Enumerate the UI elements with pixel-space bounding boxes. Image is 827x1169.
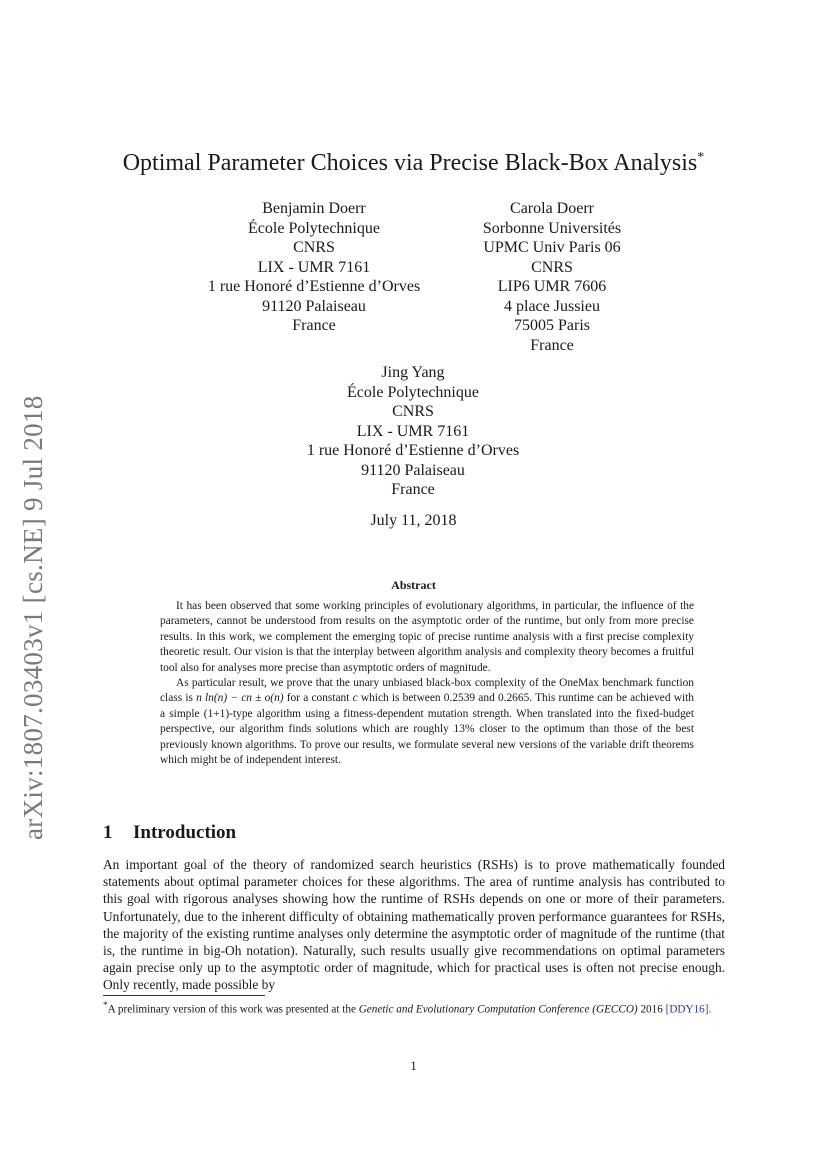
page-number: 1 — [410, 1058, 417, 1073]
abstract-paragraph: It has been observed that some working principles of evolutionary algorithms, in particular, the influence of the parameters, cannot be understood from results on the asymptotic order of the runtime, but only from more precise results. In this work, we complement the emerging topic of precise runtime analysis with a first precise complexity theoretic result. Our vision is that the interplay between algorithm analysis and complexity theory becomes a fruitful tool also for analyses more precise than asymptotic orders of magnitude. — [160, 600, 694, 674]
author-address: 1 rue Honoré d’Estienne d’Orves — [207, 278, 421, 295]
footnote-end: . — [708, 1003, 712, 1016]
author-affiliation: LIX - UMR 7161 — [257, 258, 371, 276]
author-name: Jing Yang — [381, 364, 445, 381]
author-affiliation: CNRS — [293, 239, 335, 256]
author-country: France — [292, 317, 336, 334]
author-name: Benjamin Doerr — [262, 200, 366, 217]
section-heading-introduction — [103, 822, 236, 844]
introduction-paragraph: An important goal of the theory of randomized search heuristics (RSHs) is to prove mathematically founded statements about optimal parameter choices for these algorithms. The area of runtime analysis has contributed to this goal with rigorous analyses showing how the runtime of RSHs depends on one or more of their parameters. Unfortunately, due to the inherent difficulty of obtaining mathematically proven performance guarantees for RSHs, the majority of the existing runtime analyses only determine the asymptotic order of magnitude of the runtime (that is, the runtime in big-Oh notation). Naturally, such results usually give recommendations on optimal parameters again precise only up to the asymptotic order of magnitude, which for practical uses is often not precise enough. Only recently, made possible by — [103, 857, 725, 993]
author-affiliation: Sorbonne Universités — [482, 219, 622, 237]
abstract-text: which is between 0.2539 and 0.2665. This runtime can be achieved with a simple (1+1)-type algorithm using a fitness-dependent mutation strength. When translated into the fixed-budget perspective, our algorithm finds solutions which are roughly 13% closer to the optimum than those of the best previously known algorithms. To prove our results, we formulate several new versions of the variable drift theorems which might be of independent interest. — [160, 692, 694, 767]
author-affiliation: École Polytechnique — [248, 219, 380, 237]
footnote-year: 2016 — [637, 1003, 666, 1016]
abstract-text: As particular result, we prove that the unary unbiased black-box complexity of the OneMax benchmark function class is — [160, 677, 694, 705]
complexity-formula: n ln(n) − cn ± o(n) — [196, 692, 284, 705]
author-address: 4 place Jussieu — [504, 297, 600, 315]
author-address: 1 rue Honoré d’Estienne d’Orves — [306, 442, 520, 459]
author-block-benjamin-doerr — [190, 199, 438, 336]
author-address: 75005 Paris — [514, 317, 590, 334]
author-country: France — [530, 336, 574, 354]
title-footnote-mark: * — [697, 150, 705, 165]
author-address: 91120 Palaiseau — [361, 461, 465, 479]
author-country: France — [391, 481, 435, 498]
constant-symbol: c — [352, 692, 358, 705]
author-block-carola-doerr — [462, 199, 642, 355]
abstract-body — [160, 599, 694, 768]
author-affiliation: LIX - UMR 7161 — [356, 422, 470, 440]
footnote — [103, 999, 725, 1017]
paper-date: July 11, 2018 — [370, 512, 457, 529]
footnote-venue: Genetic and Evolutionary Computation Conference (GECCO) — [358, 1003, 638, 1016]
author-affiliation: CNRS — [392, 403, 434, 420]
abstract-heading: Abstract — [391, 578, 436, 592]
abstract-text: for a constant — [283, 692, 353, 705]
introduction-body — [103, 856, 725, 994]
author-affiliation: CNRS — [531, 258, 573, 276]
author-address: 91120 Palaiseau — [262, 297, 366, 315]
arxiv-identifier-stamp: arXiv:1807.03403v1 [cs.NE] 9 Jul 2018 — [18, 395, 48, 840]
abstract-paragraph — [160, 676, 694, 768]
footnote-mark: * — [103, 1001, 108, 1011]
paper-title-text: Optimal Parameter Choices via Precise Black-Box Analysis — [122, 150, 698, 176]
author-affiliation: UPMC Univ Paris 06 — [483, 239, 621, 256]
section-number: 1 — [103, 822, 113, 843]
author-affiliation: LIP6 UMR 7606 — [497, 278, 607, 295]
citation-link-ddy16[interactable]: [DDY16] — [665, 1003, 709, 1016]
paper-title — [0, 150, 827, 177]
author-block-jing-yang — [280, 363, 546, 500]
section-title: Introduction — [133, 822, 237, 843]
author-name: Carola Doerr — [510, 200, 594, 217]
footnote-divider — [103, 995, 265, 996]
footnote-text: A preliminary version of this work was presented at the — [107, 1003, 359, 1016]
author-affiliation: École Polytechnique — [347, 383, 479, 401]
